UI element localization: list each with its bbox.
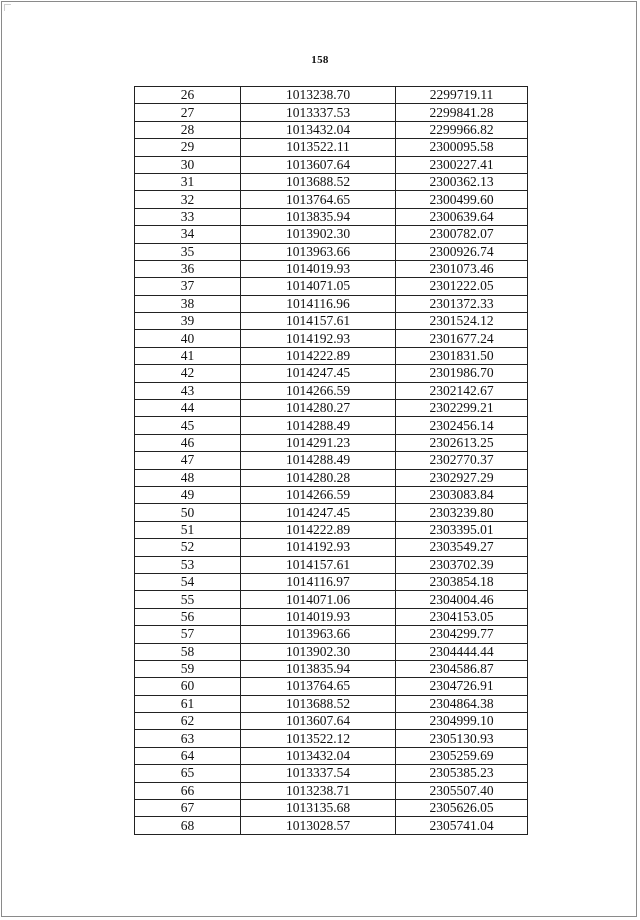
y-coordinate-cell: 2303239.80	[396, 504, 528, 521]
table-row	[135, 504, 528, 521]
y-coordinate-cell: 2303702.39	[396, 556, 528, 573]
point-number-cell: 35	[135, 243, 241, 260]
x-coordinate-cell: 1013963.66	[241, 626, 396, 643]
table-row	[135, 295, 528, 312]
y-coordinate-cell: 2305626.05	[396, 800, 528, 817]
y-coordinate-cell: 2300362.13	[396, 173, 528, 190]
x-coordinate-cell: 1014157.61	[241, 556, 396, 573]
point-number-cell: 34	[135, 226, 241, 243]
x-coordinate-cell: 1014071.05	[241, 278, 396, 295]
point-number-cell: 67	[135, 800, 241, 817]
x-coordinate-cell: 1014116.97	[241, 573, 396, 590]
point-number-cell: 52	[135, 539, 241, 556]
point-number-cell: 51	[135, 521, 241, 538]
table-row	[135, 365, 528, 382]
point-number-cell: 38	[135, 295, 241, 312]
x-coordinate-cell: 1014266.59	[241, 382, 396, 399]
y-coordinate-cell: 2301677.24	[396, 330, 528, 347]
point-number-cell: 33	[135, 208, 241, 225]
point-number-cell: 29	[135, 139, 241, 156]
y-coordinate-cell: 2302770.37	[396, 452, 528, 469]
point-number-cell: 56	[135, 608, 241, 625]
y-coordinate-cell: 2301372.33	[396, 295, 528, 312]
point-number-cell: 37	[135, 278, 241, 295]
table-row	[135, 556, 528, 573]
point-number-cell: 43	[135, 382, 241, 399]
point-number-cell: 40	[135, 330, 241, 347]
point-number-cell: 54	[135, 573, 241, 590]
y-coordinate-cell: 2304726.91	[396, 678, 528, 695]
y-coordinate-cell: 2300782.07	[396, 226, 528, 243]
x-coordinate-cell: 1014019.93	[241, 260, 396, 277]
table-row	[135, 765, 528, 782]
table-row	[135, 452, 528, 469]
point-number-cell: 41	[135, 347, 241, 364]
point-number-cell: 44	[135, 400, 241, 417]
point-number-cell: 50	[135, 504, 241, 521]
table-row	[135, 139, 528, 156]
y-coordinate-cell: 2304444.44	[396, 643, 528, 660]
x-coordinate-cell: 1013337.54	[241, 765, 396, 782]
y-coordinate-cell: 2303395.01	[396, 521, 528, 538]
table-row	[135, 713, 528, 730]
table-row	[135, 469, 528, 486]
x-coordinate-cell: 1013963.66	[241, 243, 396, 260]
x-coordinate-cell: 1014288.49	[241, 417, 396, 434]
point-number-cell: 27	[135, 104, 241, 121]
point-number-cell: 26	[135, 87, 241, 104]
table-row	[135, 695, 528, 712]
table-row	[135, 434, 528, 451]
y-coordinate-cell: 2304299.77	[396, 626, 528, 643]
x-coordinate-cell: 1013135.68	[241, 800, 396, 817]
point-number-cell: 39	[135, 313, 241, 330]
y-coordinate-cell: 2304864.38	[396, 695, 528, 712]
table-row	[135, 678, 528, 695]
point-number-cell: 63	[135, 730, 241, 747]
x-coordinate-cell: 1013764.65	[241, 678, 396, 695]
table-row	[135, 782, 528, 799]
x-coordinate-cell: 1013607.64	[241, 156, 396, 173]
table-row	[135, 486, 528, 503]
table-row	[135, 121, 528, 138]
x-coordinate-cell: 1013337.53	[241, 104, 396, 121]
table-row	[135, 817, 528, 834]
table-row	[135, 156, 528, 173]
y-coordinate-cell: 2302927.29	[396, 469, 528, 486]
x-coordinate-cell: 1014157.61	[241, 313, 396, 330]
table-row	[135, 800, 528, 817]
y-coordinate-cell: 2305259.69	[396, 747, 528, 764]
y-coordinate-cell: 2303549.27	[396, 539, 528, 556]
y-coordinate-cell: 2302613.25	[396, 434, 528, 451]
point-number-cell: 61	[135, 695, 241, 712]
table-row	[135, 747, 528, 764]
y-coordinate-cell: 2304004.46	[396, 591, 528, 608]
x-coordinate-cell: 1014288.49	[241, 452, 396, 469]
point-number-cell: 64	[135, 747, 241, 764]
x-coordinate-cell: 1013902.30	[241, 643, 396, 660]
point-number-cell: 32	[135, 191, 241, 208]
x-coordinate-cell: 1013902.30	[241, 226, 396, 243]
x-coordinate-cell: 1014192.93	[241, 539, 396, 556]
x-coordinate-cell: 1014222.89	[241, 347, 396, 364]
x-coordinate-cell: 1014247.45	[241, 504, 396, 521]
y-coordinate-cell: 2304153.05	[396, 608, 528, 625]
table-row	[135, 260, 528, 277]
point-number-cell: 66	[135, 782, 241, 799]
point-number-cell: 30	[135, 156, 241, 173]
y-coordinate-cell: 2301073.46	[396, 260, 528, 277]
point-number-cell: 36	[135, 260, 241, 277]
table-row	[135, 660, 528, 677]
scan-corner-mark	[4, 4, 11, 11]
table-row	[135, 191, 528, 208]
y-coordinate-cell: 2303854.18	[396, 573, 528, 590]
x-coordinate-cell: 1014116.96	[241, 295, 396, 312]
x-coordinate-cell: 1014222.89	[241, 521, 396, 538]
table-row	[135, 347, 528, 364]
point-number-cell: 28	[135, 121, 241, 138]
x-coordinate-cell: 1013028.57	[241, 817, 396, 834]
x-coordinate-cell: 1013688.52	[241, 695, 396, 712]
page-number: 158	[311, 54, 329, 66]
point-number-cell: 59	[135, 660, 241, 677]
table-row	[135, 243, 528, 260]
y-coordinate-cell: 2300499.60	[396, 191, 528, 208]
table-row	[135, 591, 528, 608]
point-number-cell: 60	[135, 678, 241, 695]
y-coordinate-cell: 2302456.14	[396, 417, 528, 434]
y-coordinate-cell: 2303083.84	[396, 486, 528, 503]
y-coordinate-cell: 2300926.74	[396, 243, 528, 260]
y-coordinate-cell: 2299719.11	[396, 87, 528, 104]
y-coordinate-cell: 2300639.64	[396, 208, 528, 225]
x-coordinate-cell: 1013432.04	[241, 121, 396, 138]
table-row	[135, 643, 528, 660]
point-number-cell: 48	[135, 469, 241, 486]
x-coordinate-cell: 1013835.94	[241, 660, 396, 677]
point-number-cell: 58	[135, 643, 241, 660]
point-number-cell: 45	[135, 417, 241, 434]
point-number-cell: 46	[135, 434, 241, 451]
y-coordinate-cell: 2301524.12	[396, 313, 528, 330]
x-coordinate-cell: 1014266.59	[241, 486, 396, 503]
x-coordinate-cell: 1013238.71	[241, 782, 396, 799]
point-number-cell: 49	[135, 486, 241, 503]
x-coordinate-cell: 1013522.12	[241, 730, 396, 747]
coordinates-table-body	[135, 87, 528, 835]
y-coordinate-cell: 2302299.21	[396, 400, 528, 417]
x-coordinate-cell: 1014192.93	[241, 330, 396, 347]
y-coordinate-cell: 2300227.41	[396, 156, 528, 173]
table-row	[135, 417, 528, 434]
table-row	[135, 382, 528, 399]
x-coordinate-cell: 1013607.64	[241, 713, 396, 730]
x-coordinate-cell: 1013522.11	[241, 139, 396, 156]
y-coordinate-cell: 2300095.58	[396, 139, 528, 156]
table-row	[135, 539, 528, 556]
table-row	[135, 608, 528, 625]
x-coordinate-cell: 1014019.93	[241, 608, 396, 625]
table-row	[135, 521, 528, 538]
y-coordinate-cell: 2305130.93	[396, 730, 528, 747]
table-row	[135, 278, 528, 295]
point-number-cell: 53	[135, 556, 241, 573]
table-row	[135, 226, 528, 243]
y-coordinate-cell: 2305741.04	[396, 817, 528, 834]
point-number-cell: 47	[135, 452, 241, 469]
table-row	[135, 104, 528, 121]
point-number-cell: 55	[135, 591, 241, 608]
y-coordinate-cell: 2301986.70	[396, 365, 528, 382]
y-coordinate-cell: 2299841.28	[396, 104, 528, 121]
table-row	[135, 400, 528, 417]
y-coordinate-cell: 2305385.23	[396, 765, 528, 782]
x-coordinate-cell: 1013835.94	[241, 208, 396, 225]
table-row	[135, 730, 528, 747]
point-number-cell: 68	[135, 817, 241, 834]
point-number-cell: 42	[135, 365, 241, 382]
x-coordinate-cell: 1013238.70	[241, 87, 396, 104]
y-coordinate-cell: 2305507.40	[396, 782, 528, 799]
point-number-cell: 57	[135, 626, 241, 643]
table-row	[135, 208, 528, 225]
point-number-cell: 31	[135, 173, 241, 190]
table-row	[135, 330, 528, 347]
point-number-cell: 65	[135, 765, 241, 782]
y-coordinate-cell: 2299966.82	[396, 121, 528, 138]
y-coordinate-cell: 2301831.50	[396, 347, 528, 364]
x-coordinate-cell: 1014280.28	[241, 469, 396, 486]
x-coordinate-cell: 1013688.52	[241, 173, 396, 190]
y-coordinate-cell: 2304999.10	[396, 713, 528, 730]
table-row	[135, 173, 528, 190]
y-coordinate-cell: 2301222.05	[396, 278, 528, 295]
x-coordinate-cell: 1014247.45	[241, 365, 396, 382]
table-row	[135, 87, 528, 104]
y-coordinate-cell: 2304586.87	[396, 660, 528, 677]
x-coordinate-cell: 1013432.04	[241, 747, 396, 764]
point-number-cell: 62	[135, 713, 241, 730]
coordinates-table	[134, 86, 528, 835]
y-coordinate-cell: 2302142.67	[396, 382, 528, 399]
table-row	[135, 313, 528, 330]
table-row	[135, 626, 528, 643]
x-coordinate-cell: 1014291.23	[241, 434, 396, 451]
x-coordinate-cell: 1014280.27	[241, 400, 396, 417]
table-row	[135, 573, 528, 590]
x-coordinate-cell: 1014071.06	[241, 591, 396, 608]
x-coordinate-cell: 1013764.65	[241, 191, 396, 208]
